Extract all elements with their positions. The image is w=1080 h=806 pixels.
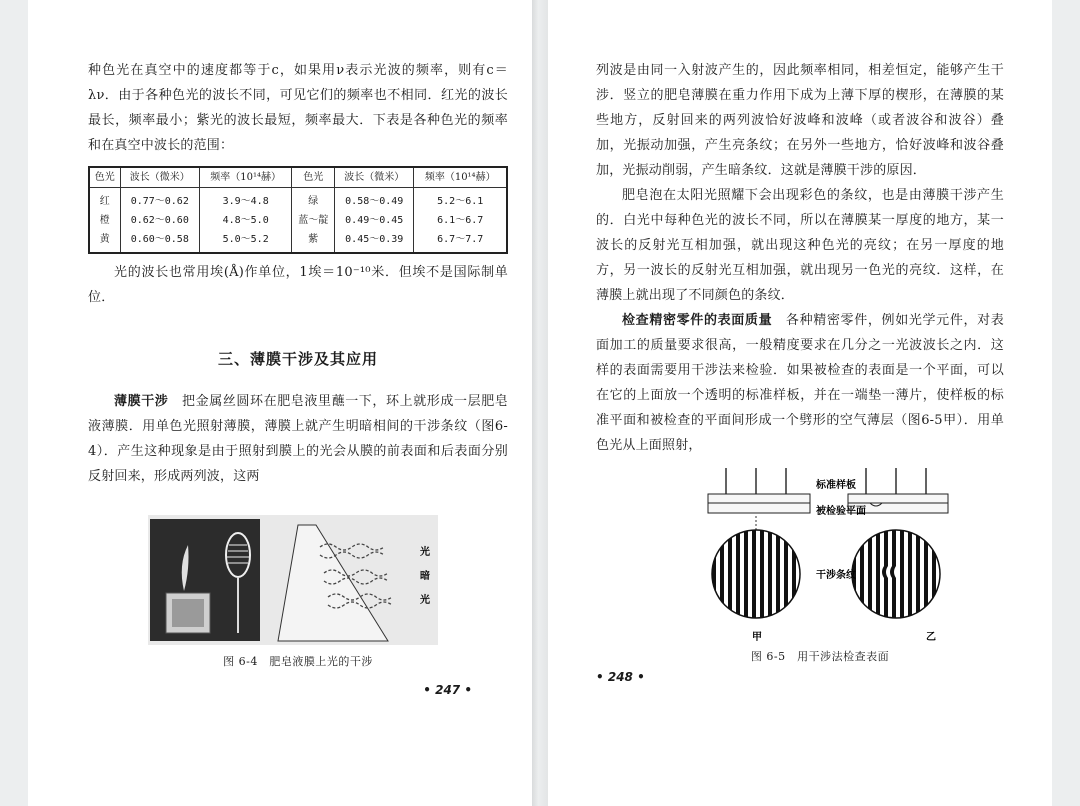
table-cell: 紫: [292, 230, 335, 253]
table-cell: 黄: [89, 230, 120, 253]
table-cell: 橙: [89, 211, 120, 230]
color-wavelength-table: [88, 166, 508, 254]
table-cell: 3.9～4.8: [199, 188, 291, 212]
table-cell: 0.77～0.62: [120, 188, 199, 212]
paragraph: [596, 308, 1004, 458]
page-247: [28, 0, 532, 806]
section-title: 三、薄膜干涉及其应用: [217, 350, 378, 368]
page-248: [548, 0, 1052, 806]
label-fringes: 干涉条纹: [816, 570, 856, 581]
table-cell: 绿: [292, 188, 335, 212]
table-cell: 0.49～0.45: [335, 211, 414, 230]
table-cell: 蓝～靛: [292, 211, 335, 230]
paragraph-body: 把金属丝圆环在肥皂液里蘸一下，环上就形成一层肥皂液薄膜．用单色光照射薄膜，薄膜上就产生明暗相间的干涉条纹（图6-4）．产生这种现象是由于照射到膜上的光会从膜的前表面和后表面分别反射回来，形成两列波，这两: [88, 394, 508, 484]
label-standard-plate: 标准样板: [816, 480, 856, 491]
table-header: 频率（10¹⁴赫）: [199, 167, 291, 188]
page-gutter: [532, 0, 548, 806]
table-cell: 6.7～7.7: [414, 230, 507, 253]
table-header: 波长（微米）: [335, 167, 414, 188]
table-header: 色光: [89, 167, 120, 188]
table-cell: 红: [89, 188, 120, 212]
table-cell: 6.1～6.7: [414, 211, 507, 230]
table-cell: 4.8～5.0: [199, 211, 291, 230]
figure-label-dark: 暗: [420, 571, 430, 582]
paragraph-body: 各种精密零件，例如光学元件，对表面加工的质量要求很高，一般精度要求在几分之一光波波长之内．这样的表面需要用干涉法来检验．如果被检查的表面是一个平面，可以在它的上面放一个透明的标准样板，并在一端垫一薄片，使样板的标准平面和被检查的平面间形成一个劈形的空气薄层（图6-5甲）．用单色光从上面照射，: [596, 313, 1005, 453]
table-cell: 0.62～0.60: [120, 211, 199, 230]
table-cell: 0.58～0.49: [335, 188, 414, 212]
label-tested-surface: 被检验平面: [816, 506, 866, 517]
table-header: 色光: [292, 167, 335, 188]
paragraph: 种色光在真空中的速度都等于c，如果用ν表示光波的频率，则有c＝λν．由于各种色光的波长不同，可见它们的频率也不相同．红光的波长最长，频率最小；紫光的波长最短，频率最大．下表是各种色光的频率和在真空中波长的范围：: [88, 63, 508, 153]
figure-label-light: 光: [420, 547, 430, 558]
paragraph: 肥皂泡在太阳光照耀下会出现彩色的条纹，也是由薄膜干涉产生的．白光中每种色光的波长不同，所以在薄膜某一厚度的地方，某一波长的反射光互相加强，就出现这种色光的亮纹；在另一厚度的地方，另一波长的反射光互相加强，就出现另一色光的亮纹．这样，在薄膜上就出现了不同颜色的条纹．: [596, 188, 1004, 303]
figure-caption: 图 6-5 用干涉法检查表面: [750, 650, 890, 663]
table-row: [89, 188, 507, 212]
table-row: [89, 230, 507, 253]
table-cell: 0.60～0.58: [120, 230, 199, 253]
paragraph: 光的波长也常用埃(Å)作单位，1埃＝10⁻¹⁰米．但埃不是国际制单位．: [88, 265, 508, 305]
label-jia: 甲: [752, 632, 762, 643]
table-cell: 0.45～0.39: [335, 230, 414, 253]
soap-film-illustration: [88, 515, 508, 645]
table-header-row: [89, 167, 507, 188]
figure-label-light: 光: [420, 595, 430, 606]
table-header: 波长（微米）: [120, 167, 199, 188]
table-cell: 5.0～5.2: [199, 230, 291, 253]
page-number: • 248 •: [596, 670, 645, 684]
paragraph: [88, 389, 508, 489]
page-number: • 247 •: [423, 683, 472, 697]
figure-6-4: [88, 515, 508, 645]
paragraph: 列波是由同一入射波产生的，因此频率相同，相差恒定，能够产生干涉．竖立的肥皂薄膜在重力作用下成为上薄下厚的楔形，在薄膜的某些地方，反射回来的两列波恰好波峰和波峰（或者波谷和波谷）叠加，光振动加强，产生亮条纹；在另外一些地方，恰好波峰和波谷叠加，光振动削弱，产生暗条纹．这就是薄膜干涉的原因．: [596, 63, 1004, 178]
figure-6-5: [596, 464, 1004, 646]
run-in-heading: 薄膜干涉: [114, 394, 169, 409]
run-in-heading: 检查精密零件的表面质量: [622, 313, 773, 328]
table-header: 频率（10¹⁴赫）: [414, 167, 507, 188]
table-cell: 5.2～6.1: [414, 188, 507, 212]
table-row: [89, 211, 507, 230]
figure-caption: 图 6-4 肥皂液膜上光的干涉: [223, 655, 373, 668]
label-yi: 乙: [926, 632, 936, 643]
surface-test-illustration: [596, 464, 1004, 646]
